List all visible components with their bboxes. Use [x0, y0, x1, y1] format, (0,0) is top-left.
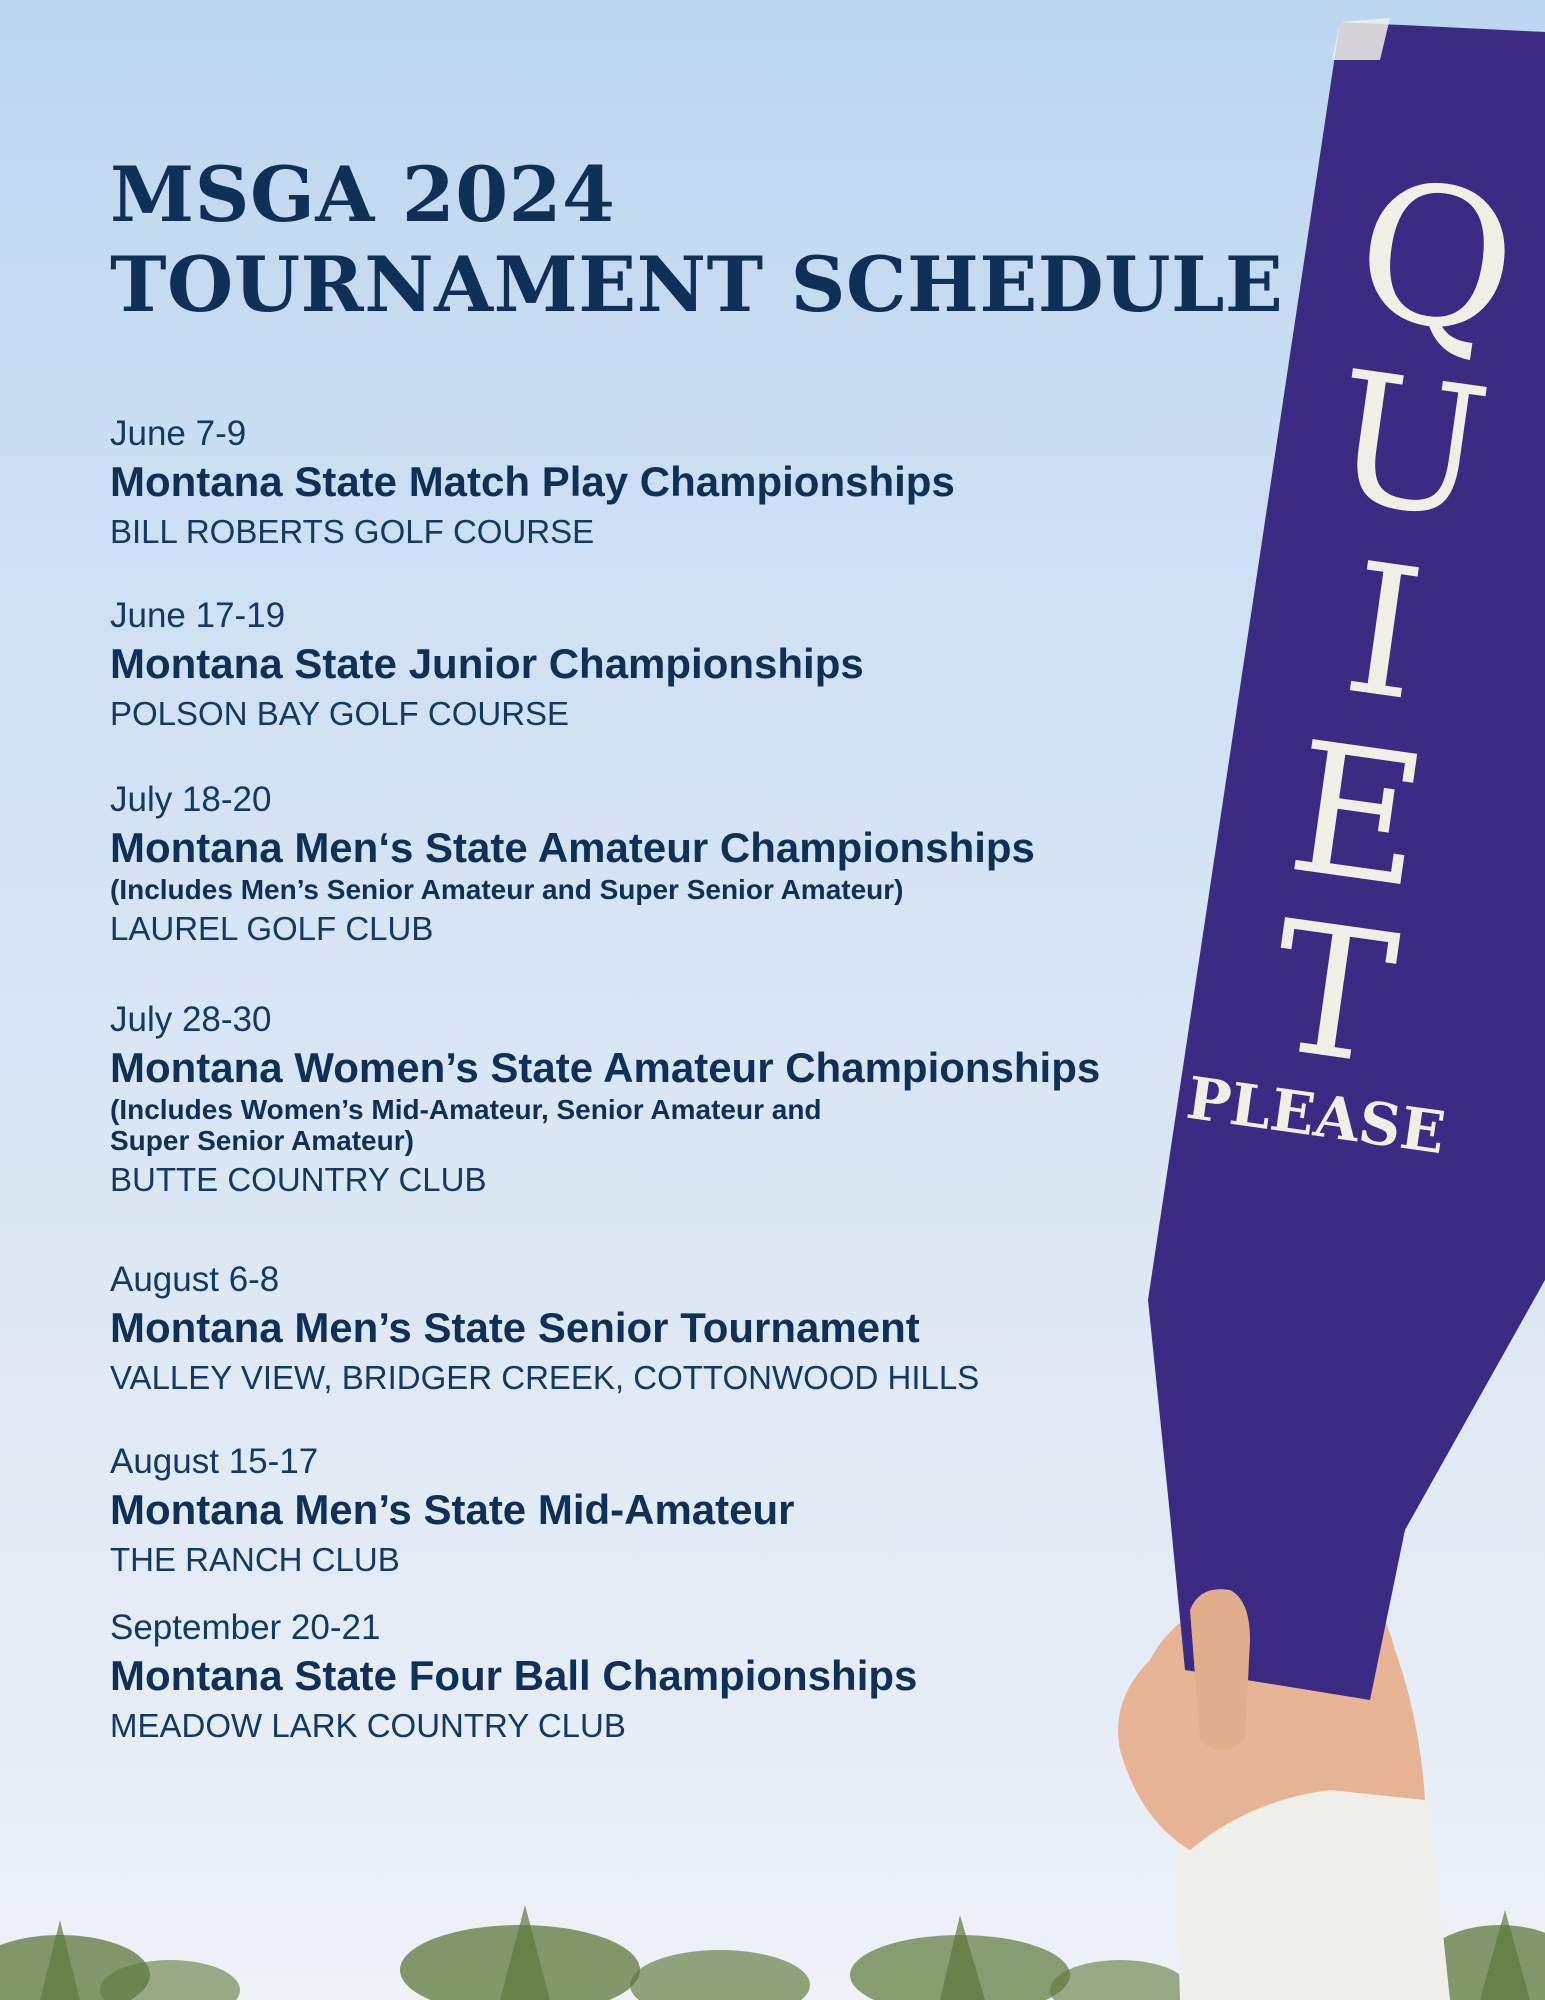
event-venue: BUTTE COUNTRY CLUB	[110, 1161, 487, 1198]
event-name: Montana State Match Play Championships	[110, 458, 955, 505]
sign-letter-q: Q	[1343, 138, 1529, 379]
event-date: July 18-20	[110, 780, 272, 819]
event-name: Montana Men‘s State Amateur Championships	[110, 824, 1035, 871]
event-date: July 28-30	[110, 1000, 272, 1039]
event-date: August 15-17	[110, 1442, 319, 1481]
event-venue: MEADOW LARK COUNTRY CLUB	[110, 1707, 626, 1744]
sign-letter-t: T	[1259, 882, 1408, 1107]
event-2	[110, 594, 864, 738]
page-title	[110, 150, 1283, 330]
event-7	[110, 1606, 917, 1750]
sign-letter-u: U	[1320, 332, 1500, 561]
event-venue: LAUREL GOLF CLUB	[110, 910, 434, 947]
title-line-1: MSGA 2024	[110, 150, 616, 239]
event-name: Montana State Four Ball Championships	[110, 1652, 918, 1699]
event-date: June 17-19	[110, 596, 286, 635]
event-1	[110, 412, 955, 556]
event-5	[110, 1258, 979, 1402]
sign-please: PLEASE	[1182, 1063, 1450, 1168]
event-note: Super Senior Amateur)	[110, 1125, 414, 1156]
event-date: June 7-9	[110, 414, 247, 453]
event-3	[110, 778, 1035, 953]
sign-letter-e: E	[1278, 703, 1438, 929]
event-venue: THE RANCH CLUB	[110, 1541, 400, 1578]
title-line-2: TOURNAMENT SCHEDULE	[110, 240, 1284, 329]
event-name: Montana Men’s State Senior Tournament	[110, 1304, 920, 1351]
event-name: Montana State Junior Championships	[110, 640, 864, 687]
event-name: Montana Men’s State Mid-Amateur	[110, 1486, 795, 1533]
event-note: (Includes Women’s Mid-Amateur, Senior Amateur and	[110, 1094, 822, 1125]
event-venue: VALLEY VIEW, BRIDGER CREEK, COTTONWOOD HILLS	[110, 1359, 980, 1396]
sign-letter-i: I	[1334, 524, 1434, 742]
event-venue: BILL ROBERTS GOLF COURSE	[110, 513, 595, 550]
event-date: September 20-21	[110, 1608, 381, 1647]
event-date: August 6-8	[110, 1260, 280, 1299]
event-venue: POLSON BAY GOLF COURSE	[110, 695, 570, 732]
event-name: Montana Women’s State Amateur Championships	[110, 1044, 1101, 1091]
event-6	[110, 1440, 795, 1584]
event-note: (Includes Men’s Senior Amateur and Super Senior Amateur)	[110, 874, 904, 905]
event-4	[110, 998, 1100, 1204]
